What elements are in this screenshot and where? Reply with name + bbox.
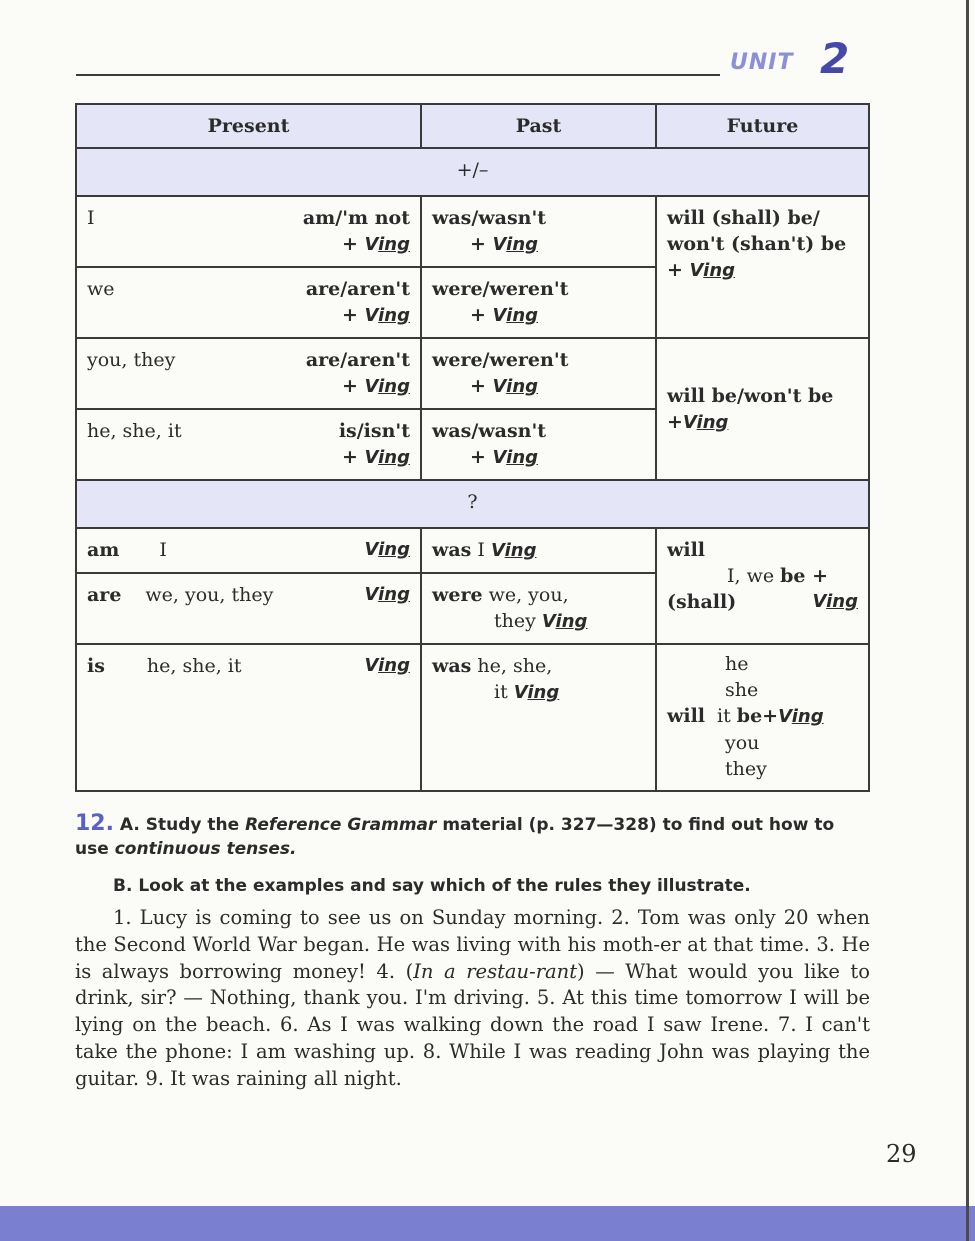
- question-present-is: [76, 644, 421, 791]
- verb-form: was/wasn't: [432, 207, 547, 229]
- ving: Ving: [778, 706, 824, 727]
- present-cell-i: I am/'m not + Ving: [76, 196, 421, 267]
- verb-form: are/aren't: [305, 349, 410, 371]
- verb-form: is/isn't: [338, 420, 410, 442]
- question-future-will-list: [656, 644, 869, 791]
- auxiliary: was: [432, 655, 472, 677]
- ving: Ving: [541, 611, 588, 632]
- verb-form: will (shall) be/ won't (shan't) be: [667, 207, 847, 255]
- auxiliary: (shall): [667, 591, 737, 613]
- subject: you, they: [87, 349, 176, 371]
- band-affirmative-negative: +/–: [76, 148, 869, 196]
- ving: Ving: [364, 539, 410, 560]
- past-cell-i: was/wasn't + Ving: [421, 196, 656, 267]
- subject: they: [725, 758, 767, 780]
- subject: it: [494, 681, 508, 703]
- subject: we: [87, 278, 115, 300]
- subject: he, she, it: [146, 655, 242, 677]
- auxiliary: is: [87, 655, 105, 677]
- exercise-task-a: 12. A. Study the Reference Grammar material (p. 327—328) to find out how to use continuous tenses.: [75, 811, 835, 859]
- unit-logo: [730, 34, 865, 83]
- present-cell-you-they: you, they are/aren't + Ving: [76, 338, 421, 409]
- ving: Ving: [364, 447, 410, 468]
- exercise-task-b: B. Look at the examples and say which of the rules they illustrate.: [113, 876, 751, 896]
- subject: he, she, it: [87, 420, 182, 442]
- subject: he: [725, 653, 749, 675]
- subject: I: [477, 539, 485, 561]
- auxiliary: will: [667, 705, 706, 727]
- ving: Ving: [689, 260, 736, 281]
- header-past: Past: [421, 104, 656, 148]
- present-cell-he-she-it: he, she, it is/isn't + Ving: [76, 409, 421, 480]
- subject: it: [717, 705, 731, 727]
- subject: I, we: [727, 565, 775, 587]
- ving: Ving: [812, 591, 858, 612]
- verb-form: was/wasn't: [432, 420, 547, 442]
- subject: he, she,: [477, 655, 553, 677]
- ving: Ving: [492, 234, 539, 255]
- subject: you: [725, 732, 760, 754]
- question-present-are: [76, 573, 421, 644]
- subject: they: [494, 610, 536, 632]
- question-present-am: [76, 528, 421, 573]
- page-edge-line: [966, 0, 969, 1241]
- future-cell-i-we: will (shall) be/ won't (shan't) be + Ving: [656, 196, 869, 338]
- subject: we, you,: [488, 584, 569, 606]
- subject: I: [159, 539, 167, 561]
- ving: Ving: [364, 234, 410, 255]
- ving: Ving: [513, 682, 560, 703]
- exercise-examples: 1. Lucy is coming to see us on Sunday morning. 2. Tom was only 20 when the Second World War began. He was living with his moth-er at that time. 3. He is always borrowing money! 4. (In a restau-rant) — What would you like to drink, sir? — Nothing, thank you. I'm driving. 5. At this time tomorrow I will be lying on the beach. 6. As I was walking down the road I saw Irene. 7. I can't take the phone: I am washing up. 8. While I was reading John was playing the guitar. 9. It was raining all night.: [75, 906, 870, 1090]
- exercise-number: 12.: [75, 811, 114, 836]
- past-cell-he-she-it: was/wasn't + Ving: [421, 409, 656, 480]
- ving: Ving: [492, 447, 539, 468]
- future-cell-you-they-he: will be/won't be +Ving: [656, 338, 869, 480]
- past-cell-we: were/weren't + Ving: [421, 267, 656, 338]
- ving: Ving: [364, 655, 410, 676]
- auxiliary: will: [667, 539, 706, 561]
- band-question: ?: [76, 480, 869, 528]
- subject: we, you, they: [145, 584, 274, 606]
- continuous-tenses-table: [75, 103, 870, 792]
- verb-form: am/'m not: [302, 207, 410, 229]
- be: be+: [736, 705, 779, 727]
- verb-form: were/weren't: [432, 278, 569, 300]
- ving: Ving: [364, 584, 410, 605]
- auxiliary: are: [87, 584, 122, 606]
- question-past-were: [421, 573, 656, 644]
- page-number: 29: [886, 1140, 917, 1168]
- verb-form: were/weren't: [432, 349, 569, 371]
- auxiliary: am: [87, 539, 120, 561]
- unit-number: 2: [820, 34, 851, 83]
- ving: Ving: [492, 376, 539, 397]
- ving: Ving: [682, 411, 729, 433]
- ving: Ving: [492, 305, 539, 326]
- header-future: Future: [656, 104, 869, 148]
- unit-word: UNIT: [730, 50, 794, 75]
- present-cell-we: we are/aren't + Ving: [76, 267, 421, 338]
- header-present: Present: [76, 104, 421, 148]
- question-past-was: [421, 528, 656, 573]
- verb-form: will be/won't be: [667, 384, 834, 407]
- question-past-was-he: [421, 644, 656, 791]
- verb-form: are/aren't: [305, 278, 410, 300]
- question-future-will-shall: [656, 528, 869, 644]
- header-rule: [76, 74, 720, 76]
- ving: Ving: [364, 376, 410, 397]
- subject: she: [725, 679, 759, 701]
- be: be +: [780, 565, 829, 587]
- past-cell-you-they: were/weren't + Ving: [421, 338, 656, 409]
- ving: Ving: [364, 305, 410, 326]
- auxiliary: were: [432, 584, 483, 606]
- ving: Ving: [490, 540, 537, 561]
- auxiliary: was: [432, 539, 472, 561]
- bottom-decorative-bar: [0, 1206, 975, 1241]
- subject: I: [87, 207, 95, 229]
